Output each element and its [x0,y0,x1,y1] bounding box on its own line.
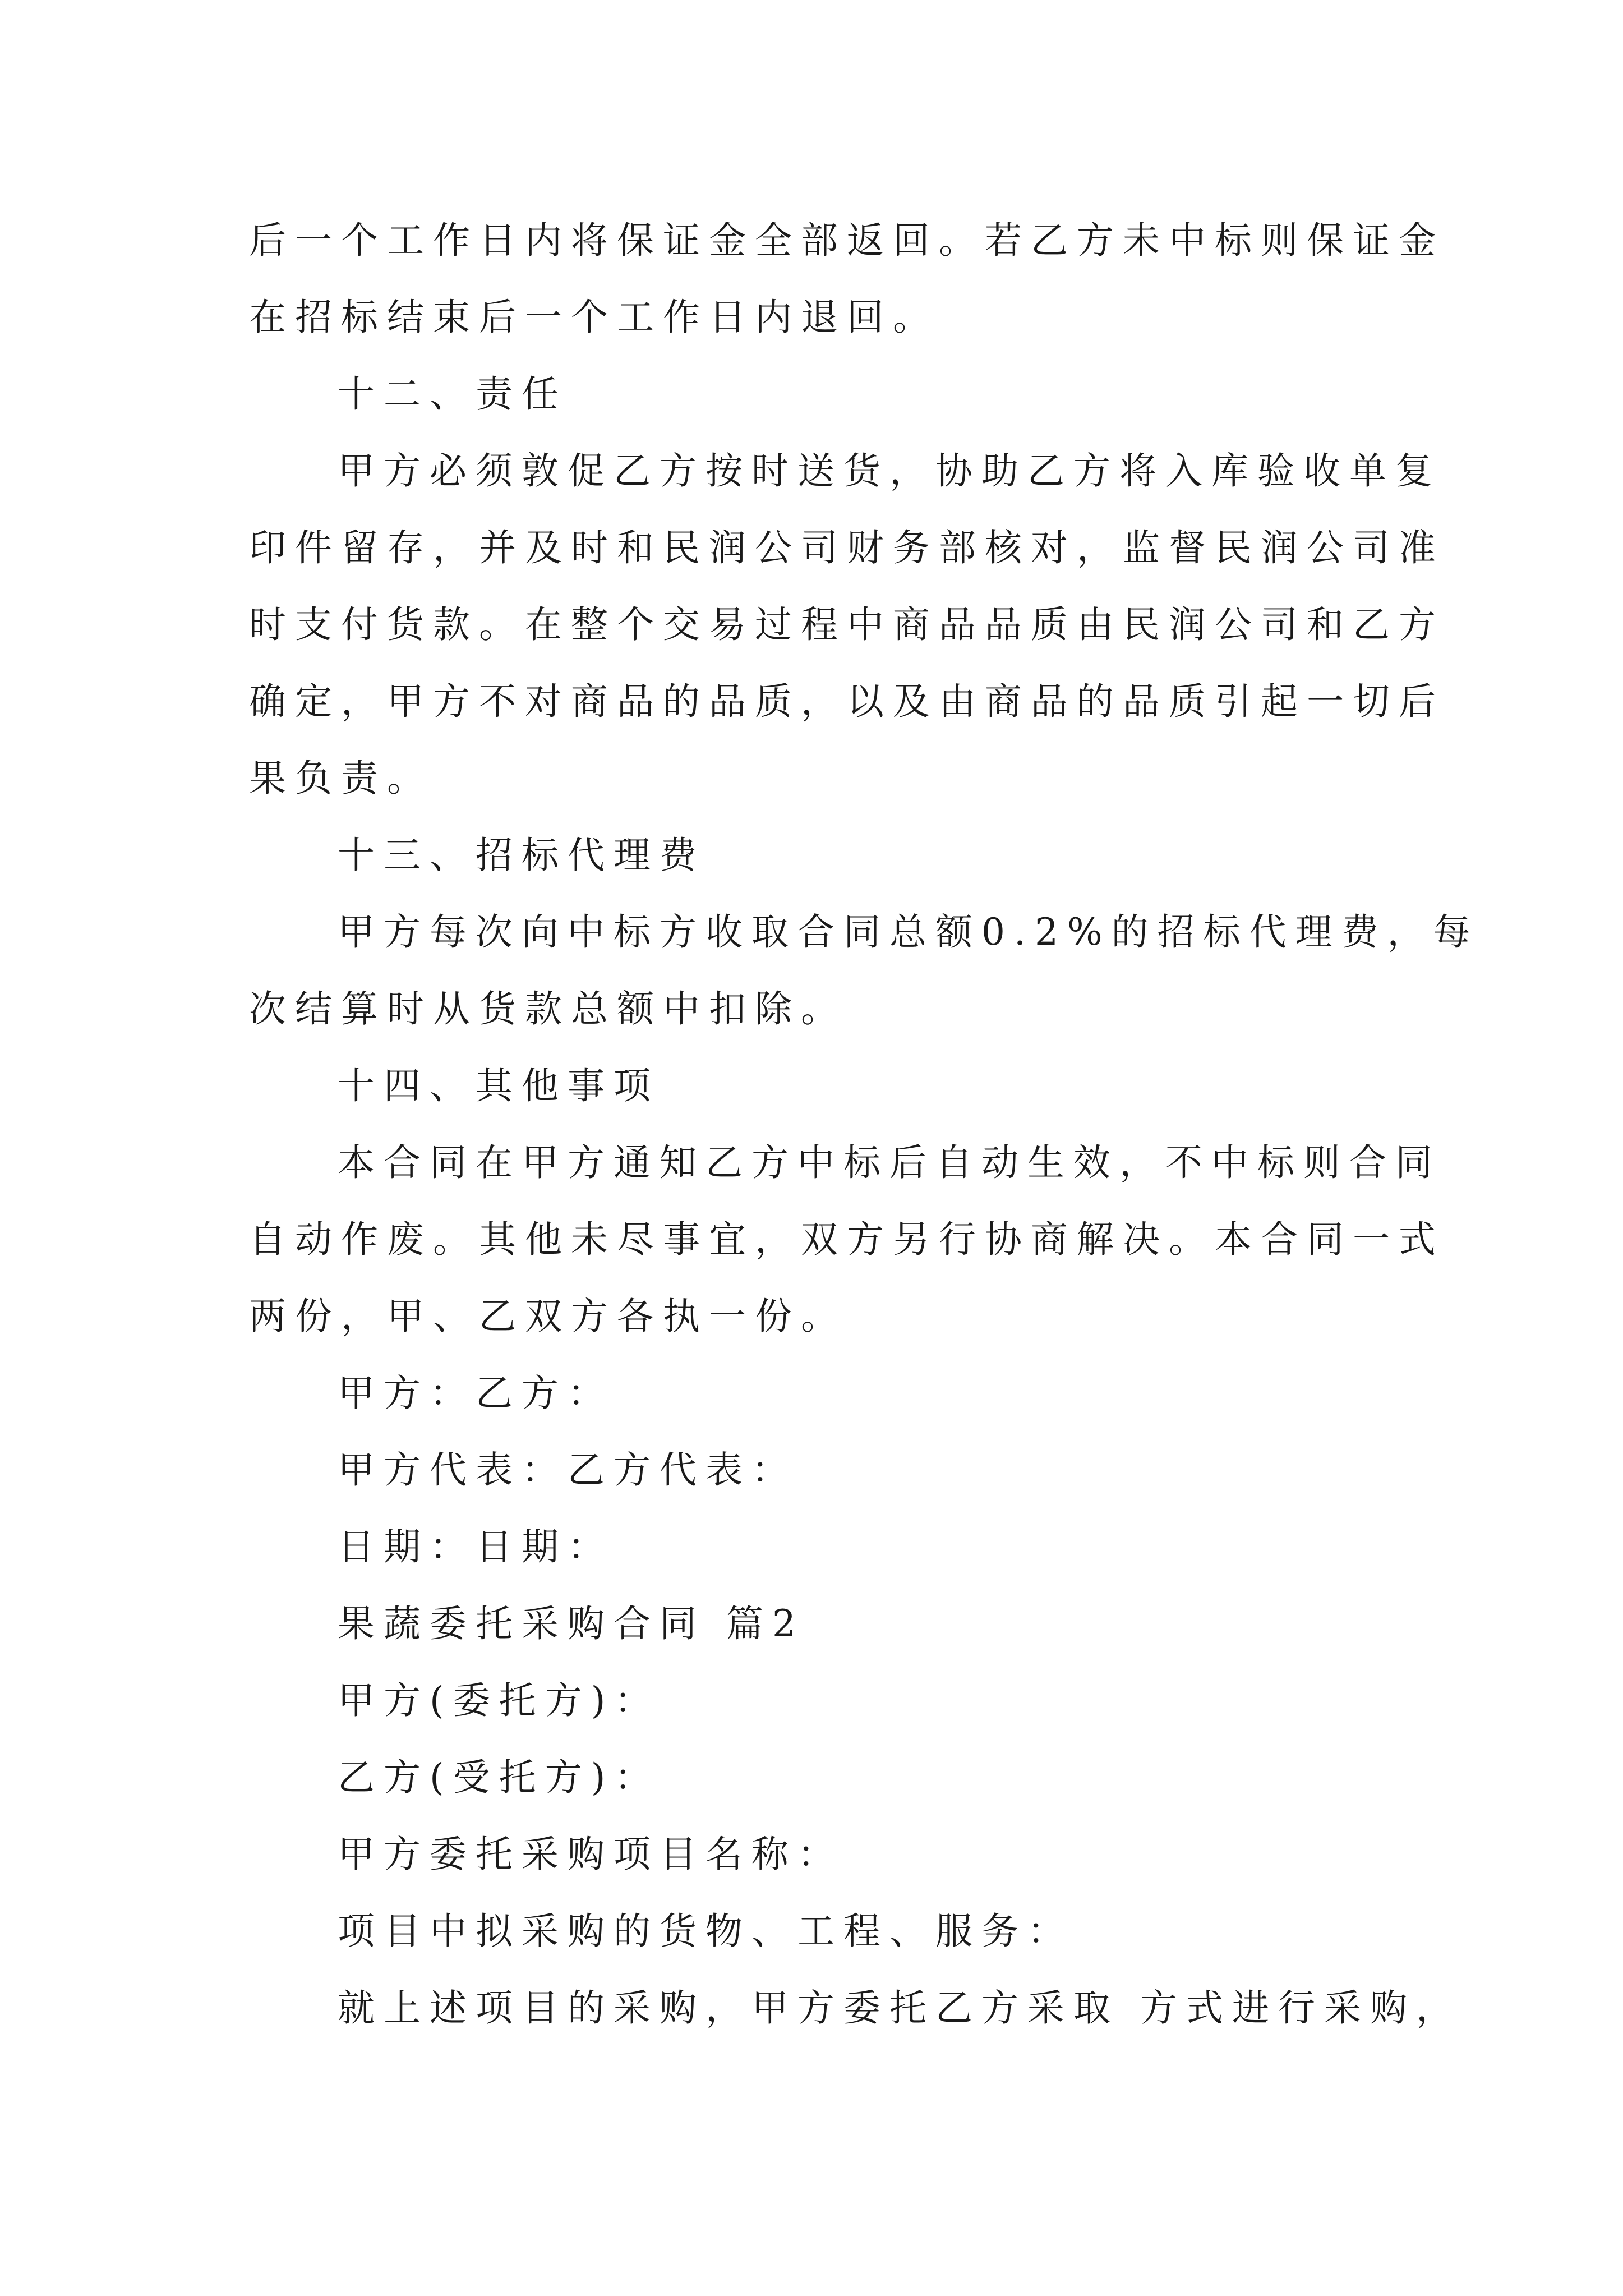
text-line: 两份，甲、乙双方各执一份。 [249,1295,847,1338]
text-line: 果负责。 [249,757,433,800]
text-line: 自动作废。其他未尽事宜，双方另行协商解决。本合同一式 [249,1218,1445,1261]
party-b-field: 乙方(受托方)： [338,1756,661,1799]
section-heading-other-matters: 十四、其他事项 [338,1064,660,1107]
procurement-items-field: 项目中拟采购的货物、工程、服务： [338,1910,1073,1953]
text-line: 后一个工作日内将保证金全部返回。若乙方未中标则保证金 [249,219,1445,262]
text-line: 次结算时从货款总额中扣除。 [249,987,847,1030]
document-body [249,202,1479,2046]
signature-representatives: 甲方代表：乙方代表： [338,1448,797,1492]
section-heading-agency-fee: 十三、招标代理费 [338,834,706,877]
text-line: 在招标结束后一个工作日内退回。 [249,296,939,339]
project-name-field: 甲方委托采购项目名称： [338,1833,843,1876]
text-line: 确定，甲方不对商品的品质，以及由商品的品质引起一切后 [249,680,1445,723]
text-line: 甲方必须敦促乙方按时送货，协助乙方将入库验收单复 [338,449,1441,493]
section-heading-responsibility: 十二、责任 [338,372,568,416]
text-line: 印件留存，并及时和民润公司财务部核对，监督民润公司准 [249,526,1445,569]
text-line: 时支付货款。在整个交易过程中商品品质由民润公司和乙方 [249,603,1445,646]
text-line: 就上述项目的采购，甲方委托乙方采取 方式进行采购， [338,1986,1462,2030]
signature-parties: 甲方：乙方： [338,1372,614,1415]
text-line: 本合同在甲方通知乙方中标后自动生效，不中标则合同 [338,1141,1441,1184]
text-line: 甲方每次向中标方收取合同总额0.2%的招标代理费，每 [338,910,1479,954]
party-a-field: 甲方(委托方)： [338,1679,661,1722]
signature-dates: 日期：日期： [338,1525,614,1568]
contract-title-part-2: 果蔬委托采购合同 篇2 [338,1602,805,1645]
